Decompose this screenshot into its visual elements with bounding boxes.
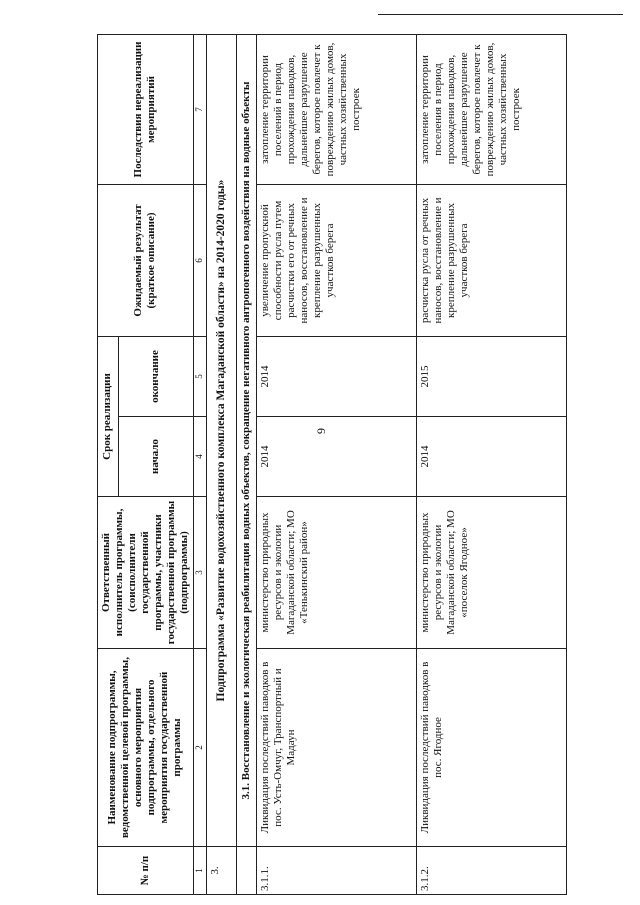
row-number: 3.1.2. (417, 847, 567, 895)
subprogram-title: Подпрограмма «Развитие водохозяйственного комплекса Магаданской области» на 2014-2020 годы» (206, 34, 237, 846)
program-table (97, 34, 567, 895)
column-number-row (193, 34, 206, 894)
row-name: Ликвидация последствий паводков в пос. Ягодное (417, 649, 567, 847)
section-row (237, 34, 257, 894)
page-number: 9 (314, 428, 328, 434)
table-row (417, 34, 567, 894)
col-num-4: 4 (193, 417, 206, 497)
header-row-1 (98, 34, 119, 894)
header-name: Наименование подпрограммы, ведомственной целевой программы, основного мероприятия подпрограммы, отдельного мероприятия государственной программы (98, 649, 194, 847)
section-title: 3.1. Восстановление и экологическая реабилитация водных объектов, сокращение негативного антропогенного воздействия на водные объекты (237, 34, 257, 846)
program-table-wrapper (97, 35, 617, 895)
header-executor: Ответственный исполнитель программы, (соисполнители государственной программы, участники государственной программы (подпрограммы) (98, 497, 194, 649)
row-consequence: затопление территории поселения в период прохождения паводков, дальнейшее разрушение берегов, которое повлечет к повреждению жилых домов, частных хозяйственных построек (417, 34, 567, 184)
top-rule (378, 14, 623, 15)
row-number: 3.1.1. (257, 847, 417, 895)
subprogram-number: 3. (206, 847, 237, 895)
col-num-6: 6 (193, 184, 206, 336)
row-name: Ликвидация последствий паводков в пос. Усть-Омчуг, Транспортный и Мадаун (257, 649, 417, 847)
col-num-3: 3 (193, 497, 206, 649)
row-executor: министерство природных ресурсов и экологии Магаданской области; МО «Тенькинский район» (257, 497, 417, 649)
row-start: 2014 (257, 417, 417, 497)
row-result: увеличение пропускной способности русла путем расчистки его от речных наносов, восстановление и крепление разрушенных участков берега (257, 184, 417, 336)
row-start: 2014 (417, 417, 567, 497)
header-end: окончание (118, 336, 193, 416)
col-num-5: 5 (193, 336, 206, 416)
subprogram-row (206, 34, 237, 894)
header-number: № п/п (98, 847, 194, 895)
col-num-7: 7 (193, 34, 206, 184)
row-end: 2015 (417, 336, 567, 416)
header-result: Ожидаемый результат (краткое описание) (98, 184, 194, 336)
col-num-1: 1 (193, 847, 206, 895)
table-row (257, 34, 417, 894)
section-number-cell (237, 847, 257, 895)
header-consequence: Последствия нереализации мероприятий (98, 34, 194, 184)
row-consequence: затопление территории поселений в период прохождения паводков, дальнейшее разрушение берегов, которое повлечет к повреждению жилых домов, частных хозяйственных построек (257, 34, 417, 184)
row-result: расчистка русла от речных наносов, восстановление и крепление разрушенных участков берега (417, 184, 567, 336)
col-num-2: 2 (193, 649, 206, 847)
header-start: начало (118, 417, 193, 497)
row-end: 2014 (257, 336, 417, 416)
header-period: Срок реализации (98, 336, 119, 496)
row-executor: министерство природных ресурсов и экологии Магаданской области; МО «поселок Ягодное» (417, 497, 567, 649)
